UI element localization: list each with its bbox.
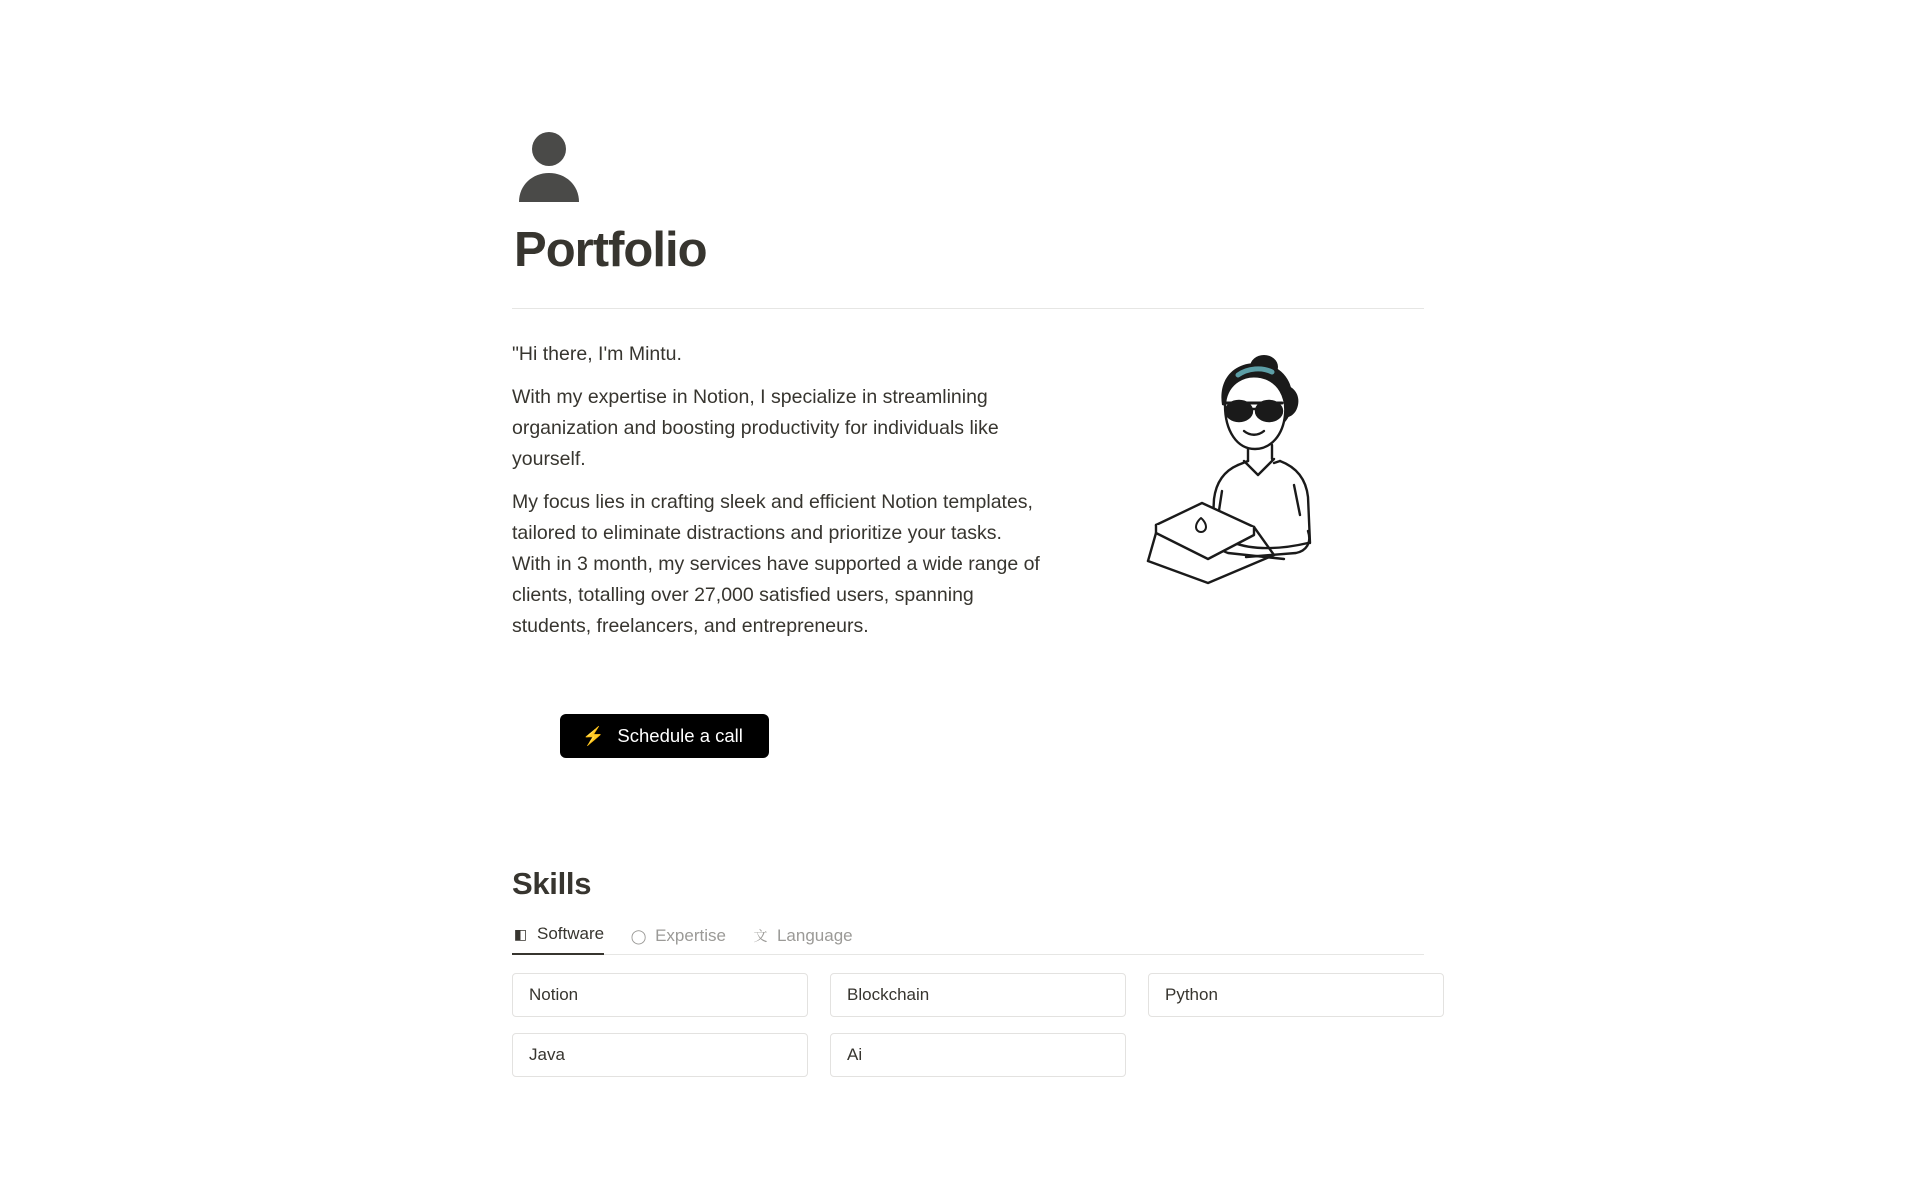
schedule-a-call-label: Schedule a call — [617, 724, 743, 746]
tab-expertise-label: Expertise — [655, 926, 726, 946]
intro-text — [512, 339, 1042, 642]
translate-icon: 文 — [753, 928, 768, 945]
tab-software[interactable] — [512, 924, 604, 955]
skill-card[interactable]: Notion — [512, 973, 808, 1017]
page-content — [512, 0, 1424, 1077]
cta-wrapper — [512, 714, 1424, 759]
skill-card[interactable]: Python — [1148, 973, 1444, 1017]
intro-paragraph-1: "Hi there, I'm Mintu. — [512, 342, 682, 365]
intro-paragraph-2: With my expertise in Notion, I specialize in streamlining organization and boosting productivity for individuals like yourself. — [512, 385, 999, 470]
skill-card[interactable]: Blockchain — [830, 973, 1126, 1017]
skills-grid — [512, 973, 1424, 1077]
person-with-laptop-illustration — [1042, 339, 1424, 595]
tab-expertise[interactable] — [630, 926, 726, 955]
skills-tabs — [512, 918, 1424, 955]
person-avatar-icon — [512, 128, 586, 202]
intro-paragraph-3: My focus lies in crafting sleek and efficient Notion templates, tailored to eliminate distractions and prioritize your tasks. With in 3 month, my services have supported a wide range of clients, totalling over 27,000 satisfied users, spanning students, freelancers, and entrepreneurs. — [512, 490, 1040, 637]
skills-heading: Skills — [512, 866, 592, 902]
skill-card[interactable]: Java — [512, 1033, 808, 1077]
tab-language-label: Language — [776, 926, 853, 946]
title-divider — [512, 308, 1424, 309]
lightning-bolt-icon: ⚡ — [582, 726, 605, 747]
software-icon: ◧ — [513, 926, 528, 943]
circle-icon: ◯ — [630, 928, 647, 945]
tab-language[interactable] — [752, 926, 853, 955]
page-title: Portfolio — [514, 223, 707, 277]
skill-card[interactable]: Ai — [830, 1033, 1126, 1077]
intro-section — [512, 339, 1424, 642]
schedule-a-call-button[interactable] — [560, 714, 769, 759]
tab-software-label: Software — [537, 924, 605, 944]
